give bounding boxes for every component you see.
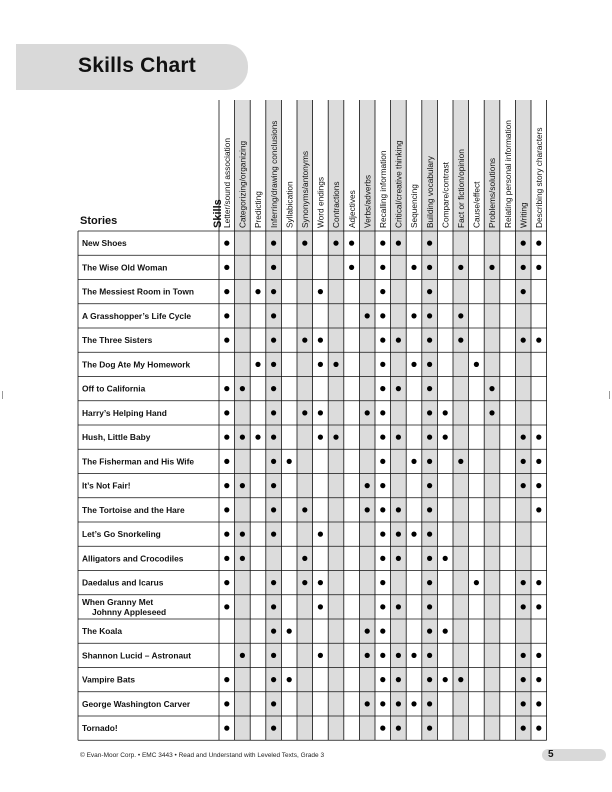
skill-dot (302, 580, 307, 585)
skill-dot (224, 289, 229, 294)
skill-dot (411, 265, 416, 270)
skill-dot (271, 580, 276, 585)
skill-dot (318, 653, 323, 658)
skill-dot (380, 580, 385, 585)
footer-text: © Evan-Moor Corp. • EMC 3443 • Read and Understand with Leveled Texts, Grade 3 (80, 752, 325, 759)
skill-dot (365, 483, 370, 488)
skill-dot (318, 532, 323, 537)
skill-dot (224, 580, 229, 585)
skill-dot (396, 507, 401, 512)
skill-dot (521, 580, 526, 585)
skill-dot (521, 677, 526, 682)
skill-dot (255, 289, 260, 294)
skill-dot (224, 507, 229, 512)
skill-dot (427, 604, 432, 609)
skill-dot (271, 726, 276, 731)
skill-dot (271, 386, 276, 391)
skill-dot (536, 580, 541, 585)
skill-dot (536, 265, 541, 270)
skill-dot (427, 459, 432, 464)
skill-header: Adjectives (346, 190, 357, 228)
skill-dot (427, 338, 432, 343)
skill-dot (536, 726, 541, 731)
skill-dot (521, 289, 526, 294)
skill-dot (287, 629, 292, 634)
skill-dot (427, 532, 432, 537)
skill-dot (271, 483, 276, 488)
skill-dot (302, 338, 307, 343)
skill-dot (521, 483, 526, 488)
skill-dot (521, 726, 526, 731)
skill-dot (318, 338, 323, 343)
skill-header: Verbs/adverbs (362, 174, 373, 228)
skill-dot (443, 629, 448, 634)
skill-dot (427, 556, 432, 561)
skill-dot (302, 241, 307, 246)
skill-dot (427, 241, 432, 246)
skill-dot (427, 435, 432, 440)
story-name: Daedalus and Icarus (82, 577, 164, 588)
story-name: Off to California (82, 383, 146, 394)
skill-dot (271, 410, 276, 415)
skill-dot (427, 483, 432, 488)
skill-header: Compare/contrast (440, 162, 451, 228)
story-name: The Koala (82, 626, 123, 637)
skill-header: Writing (518, 202, 529, 228)
skill-dot (240, 532, 245, 537)
skill-dot (380, 532, 385, 537)
page-title: Skills Chart (78, 54, 196, 77)
skill-dot (271, 338, 276, 343)
skill-dot (224, 313, 229, 318)
margin-mark-left (2, 391, 3, 399)
skill-dot (224, 604, 229, 609)
skill-dot (380, 289, 385, 294)
skill-dot (489, 386, 494, 391)
skill-header: Fact or fiction/opinion (456, 149, 466, 228)
skill-dot (536, 459, 541, 464)
skill-dot (318, 410, 323, 415)
skill-dot (380, 507, 385, 512)
skill-dot (396, 338, 401, 343)
skill-dot (271, 507, 276, 512)
skill-dot (521, 265, 526, 270)
skill-dot (365, 410, 370, 415)
story-name: Hush, Little Baby (82, 432, 151, 443)
skill-dot (224, 556, 229, 561)
skill-dot (271, 677, 276, 682)
skill-dot (255, 435, 260, 440)
story-name: Alligators and Crocodiles (82, 553, 184, 564)
skill-dot (536, 653, 541, 658)
skill-dot (271, 532, 276, 537)
skill-dot (427, 313, 432, 318)
skill-dot (380, 701, 385, 706)
skill-dot (521, 604, 526, 609)
story-name: George Washington Carver (82, 698, 191, 709)
skill-dot (365, 313, 370, 318)
skill-dot (536, 507, 541, 512)
story-name: When Granny Met (82, 596, 154, 607)
skill-dot (521, 653, 526, 658)
skill-dot (396, 532, 401, 537)
skill-header: Word endings (315, 176, 326, 228)
skill-dot (396, 677, 401, 682)
skill-dot (458, 265, 463, 270)
skill-dot (271, 701, 276, 706)
skill-dot (411, 362, 416, 367)
skill-dot (240, 653, 245, 658)
skill-header: Sequencing (409, 184, 420, 228)
skill-dot (521, 701, 526, 706)
skill-dot (380, 410, 385, 415)
story-name: The Wise Old Woman (82, 262, 168, 273)
skill-dot (427, 507, 432, 512)
skill-dot (427, 386, 432, 391)
skill-dot (521, 241, 526, 246)
skill-dot (240, 435, 245, 440)
story-name: New Shoes (82, 238, 127, 249)
skill-dot (427, 677, 432, 682)
skill-dot (224, 677, 229, 682)
skill-dot (396, 604, 401, 609)
skill-dot (427, 701, 432, 706)
skill-dot (240, 386, 245, 391)
skill-dot (474, 362, 479, 367)
skill-header: Problems/solutions (487, 157, 498, 228)
skill-dot (427, 289, 432, 294)
skill-dot (380, 629, 385, 634)
skill-dot (396, 435, 401, 440)
skill-dot (536, 483, 541, 488)
skill-dot (427, 362, 432, 367)
page-number: 5 (548, 749, 554, 760)
skill-dot (380, 677, 385, 682)
skill-header: Describing story characters (534, 127, 544, 228)
skill-dot (443, 677, 448, 682)
skill-dot (224, 386, 229, 391)
skill-dot (380, 435, 385, 440)
skill-dot (521, 459, 526, 464)
skill-dot (271, 313, 276, 318)
skill-dot (224, 726, 229, 731)
story-name: The Tortoise and the Hare (82, 504, 185, 515)
skill-dot (240, 556, 245, 561)
skill-dot (380, 653, 385, 658)
skill-dot (536, 677, 541, 682)
skill-dot (318, 580, 323, 585)
skill-dot (458, 338, 463, 343)
skill-dot (224, 338, 229, 343)
skill-dot (302, 410, 307, 415)
column-shade (515, 100, 531, 740)
margin-mark-right (609, 391, 610, 399)
skill-dot (536, 604, 541, 609)
skill-dot (380, 313, 385, 318)
skill-dot (271, 459, 276, 464)
skill-dot (287, 677, 292, 682)
skill-dot (380, 604, 385, 609)
skill-dot (380, 362, 385, 367)
skill-dot (411, 701, 416, 706)
skill-dot (255, 362, 260, 367)
skill-dot (396, 241, 401, 246)
skill-dot (271, 604, 276, 609)
skill-dot (365, 701, 370, 706)
skill-dot (271, 241, 276, 246)
skill-header: Recalling information (378, 150, 388, 228)
skill-dot (349, 265, 354, 270)
skill-header: Building vocabulary (424, 156, 435, 228)
skill-dot (380, 483, 385, 488)
story-name: Harry’s Helping Hand (82, 407, 167, 418)
skill-header: Cause/effect (471, 181, 482, 228)
skill-dot (224, 241, 229, 246)
skill-dot (302, 556, 307, 561)
skill-header: Predicting (253, 191, 264, 228)
skill-dot (380, 726, 385, 731)
skill-dot (474, 580, 479, 585)
skill-dot (333, 362, 338, 367)
skill-dot (427, 410, 432, 415)
story-name: The Messiest Room in Town (82, 286, 194, 297)
skill-dot (536, 701, 541, 706)
story-name: Tornado! (82, 723, 118, 734)
skill-dot (224, 265, 229, 270)
skill-dot (224, 410, 229, 415)
skill-dot (427, 580, 432, 585)
skill-dot (365, 629, 370, 634)
skill-dot (458, 459, 463, 464)
skill-dot (271, 362, 276, 367)
skill-dot (536, 241, 541, 246)
story-name: Johnny Appleseed (92, 606, 167, 617)
skill-dot (302, 507, 307, 512)
skill-dot (411, 459, 416, 464)
stories-header: Stories (80, 215, 118, 227)
skill-dot (271, 629, 276, 634)
skill-dot (521, 338, 526, 343)
skill-header: Synonyms/antonyms (300, 150, 310, 228)
story-name: It’s Not Fair! (82, 480, 131, 491)
skill-dot (411, 532, 416, 537)
skill-dot (396, 556, 401, 561)
skill-dot (489, 265, 494, 270)
skill-dot (443, 435, 448, 440)
skill-dot (333, 435, 338, 440)
story-name: A Grasshopper’s Life Cycle (82, 310, 192, 321)
skill-dot (380, 241, 385, 246)
skill-dot (380, 338, 385, 343)
skill-dot (458, 313, 463, 318)
story-name: Vampire Bats (82, 674, 136, 685)
skill-dot (318, 362, 323, 367)
skill-dot (427, 726, 432, 731)
skill-dot (489, 410, 494, 415)
skill-dot (318, 435, 323, 440)
skill-dot (224, 483, 229, 488)
skill-header: Letter/sound association (222, 138, 232, 228)
skill-dot (224, 701, 229, 706)
skill-dot (318, 289, 323, 294)
skill-dot (380, 459, 385, 464)
skill-header: Inferring/drawing conclusions (268, 120, 279, 228)
skill-dot (458, 677, 463, 682)
story-name: The Dog Ate My Homework (82, 359, 191, 370)
skill-dot (271, 265, 276, 270)
skill-header: Contractions (331, 181, 342, 228)
skill-header: Critical/creative thinking (393, 140, 404, 228)
skill-dot (318, 604, 323, 609)
skill-dot (536, 435, 541, 440)
skill-dot (380, 556, 385, 561)
skill-dot (443, 556, 448, 561)
story-name: Shannon Lucid – Astronaut (82, 650, 192, 661)
skill-dot (521, 435, 526, 440)
skill-dot (396, 653, 401, 658)
skill-header: Categorizing/organizing (237, 140, 248, 228)
skill-dot (224, 532, 229, 537)
skill-dot (349, 241, 354, 246)
skill-dot (443, 410, 448, 415)
skill-dot (271, 289, 276, 294)
skill-dot (396, 701, 401, 706)
skills-header: Skills (212, 199, 224, 228)
skill-dot (271, 653, 276, 658)
skill-dot (333, 241, 338, 246)
skill-dot (396, 386, 401, 391)
skill-dot (287, 459, 292, 464)
skill-dot (427, 265, 432, 270)
skill-header: Syllabication (284, 181, 295, 228)
skill-dot (380, 386, 385, 391)
skill-dot (365, 507, 370, 512)
skill-dot (396, 726, 401, 731)
skill-dot (380, 265, 385, 270)
story-name: The Three Sisters (82, 335, 153, 346)
skill-dot (240, 483, 245, 488)
skill-dot (411, 653, 416, 658)
story-name: The Fisherman and His Wife (82, 456, 195, 467)
skill-dot (271, 435, 276, 440)
skill-dot (427, 629, 432, 634)
skill-header: Relating personal information (502, 120, 513, 228)
skill-dot (427, 653, 432, 658)
skill-dot (224, 459, 229, 464)
skill-dot (536, 338, 541, 343)
skill-dot (411, 313, 416, 318)
skill-dot (365, 653, 370, 658)
story-name: Let’s Go Snorkeling (82, 529, 161, 540)
skill-dot (224, 435, 229, 440)
